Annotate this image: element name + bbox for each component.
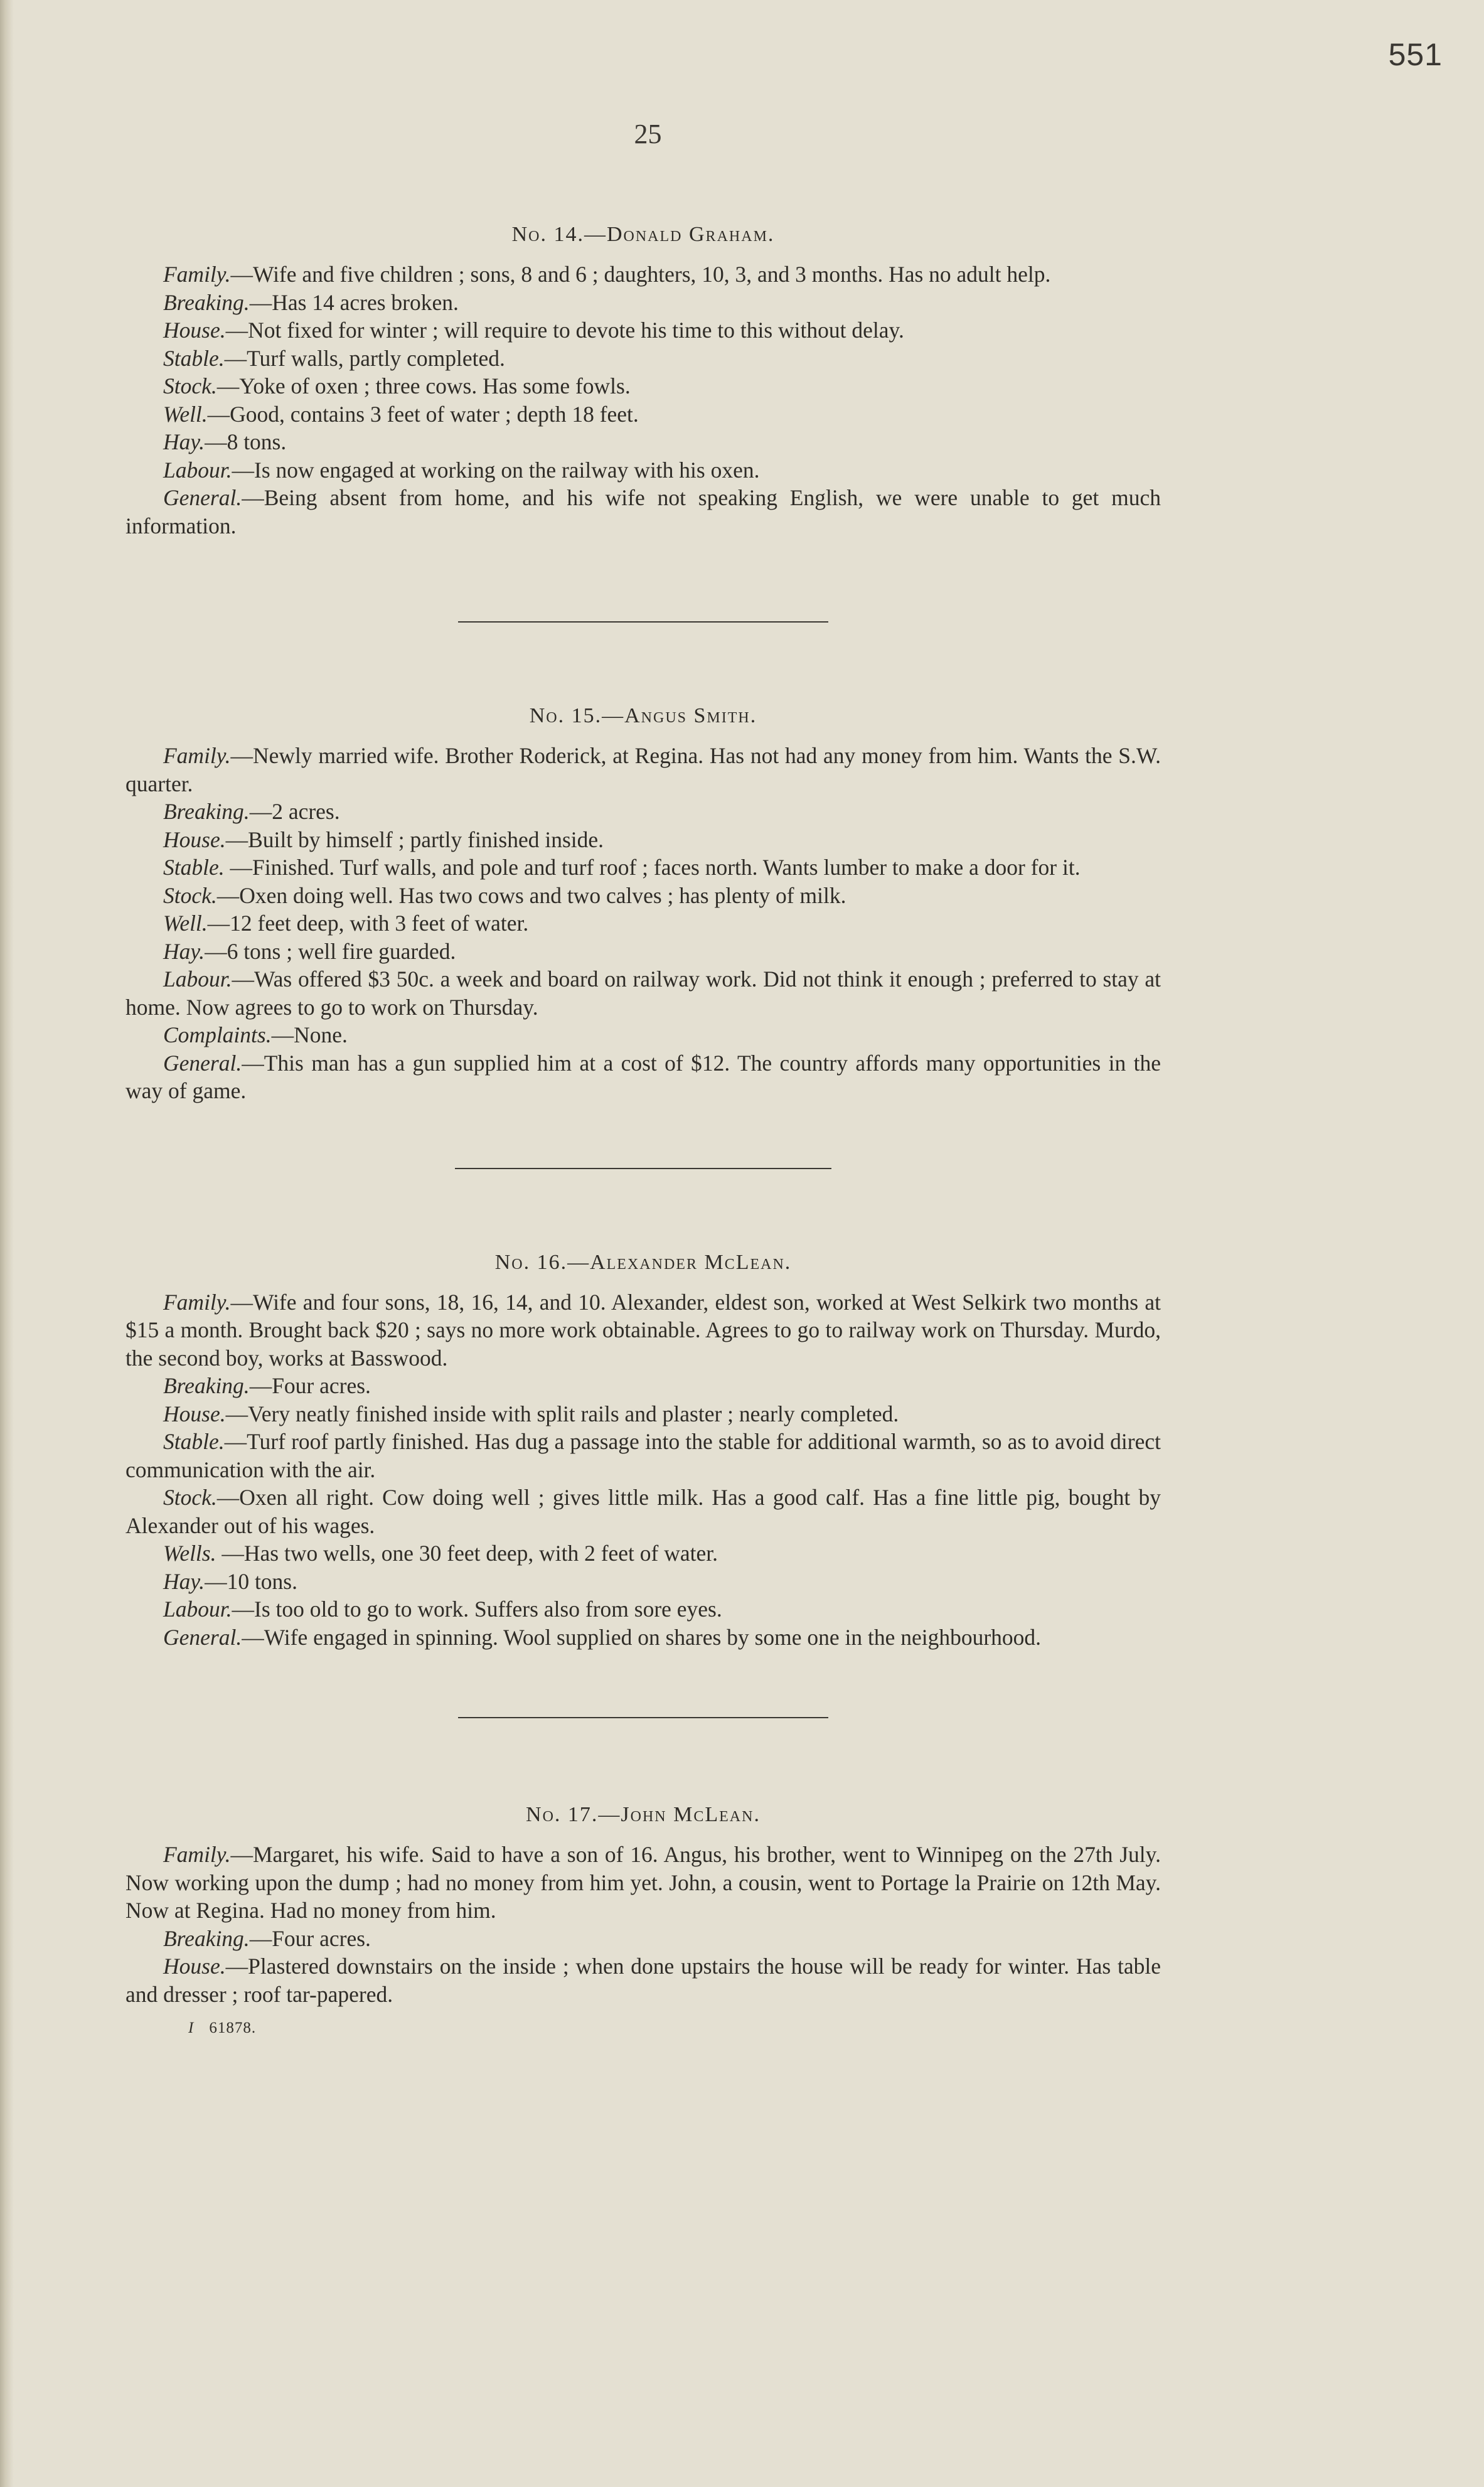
field-text: —Was offered $3 50c. a week and board on railway work. Did not think it enough ; preferred to stay at home. Now agrees to go to work on Thursday. bbox=[125, 966, 1161, 1020]
field-text: —8 tons. bbox=[205, 429, 287, 454]
field-label: Stable. bbox=[163, 1429, 225, 1454]
field-label: Labour. bbox=[163, 1596, 232, 1622]
archive-page-number: 551 bbox=[1388, 37, 1443, 72]
field-text: —2 acres. bbox=[249, 799, 340, 824]
entry-heading: No. 14.—Donald Graham. bbox=[511, 223, 775, 246]
entry-heading: No. 17.—John McLean. bbox=[526, 1803, 761, 1826]
field-text: —Wife and five children ; sons, 8 and 6 ; daughters, 10, 3, and 3 months. Has no adult help. bbox=[230, 262, 1051, 287]
field-label: Stock. bbox=[163, 373, 217, 398]
field-label: Breaking. bbox=[163, 1925, 250, 1951]
field-label: Complaints. bbox=[163, 1022, 272, 1047]
field-text: —12 feet deep, with 3 feet of water. bbox=[207, 911, 529, 936]
entry-paragraph bbox=[125, 1623, 1161, 1652]
field-text: —Is now engaged at working on the railway with his oxen. bbox=[232, 457, 760, 483]
field-text: —Oxen all right. Cow doing well ; gives little milk. Has a good calf. Has a fine little pig, bought by Alexander out of his wages. bbox=[125, 1485, 1161, 1538]
entry-paragraph bbox=[125, 1841, 1161, 1925]
entry-paragraph bbox=[125, 742, 1161, 798]
printer-signature-mark bbox=[188, 2019, 1161, 2037]
field-label: Family. bbox=[163, 262, 231, 287]
field-text: —Margaret, his wife. Said to have a son of 16. Angus, his brother, went to Winnipeg on the 27th July. Now working upon the dump ; had no money from him yet. John, a cousin, went to Portage la Prairie on 12th May. Now at Regina. Had no money from him. bbox=[125, 1842, 1161, 1923]
entry-paragraph bbox=[125, 826, 1161, 854]
entry-paragraph bbox=[125, 456, 1161, 484]
field-label: Hay. bbox=[163, 429, 205, 454]
entry-paragraph bbox=[125, 938, 1161, 966]
field-label: House. bbox=[163, 1954, 226, 1979]
entry-paragraph bbox=[125, 345, 1161, 373]
entry-paragraph bbox=[125, 260, 1161, 289]
field-text: —Built by himself ; partly finished inside. bbox=[225, 826, 604, 852]
section-divider bbox=[458, 1717, 828, 1718]
field-text: —Is too old to go to work. Suffers also from sore eyes. bbox=[232, 1596, 722, 1622]
field-text: —Four acres. bbox=[249, 1925, 371, 1951]
field-label: General. bbox=[163, 485, 242, 510]
field-text: —Not fixed for winter ; will require to devote his time to this without delay. bbox=[225, 318, 904, 343]
field-label: Well. bbox=[163, 911, 208, 936]
field-label: Breaking. bbox=[163, 289, 250, 315]
entry-angus-smith bbox=[125, 704, 1161, 1105]
entry-paragraph bbox=[125, 882, 1161, 910]
field-label: Wells. bbox=[163, 1541, 216, 1566]
entry-john-mclean bbox=[125, 1803, 1161, 2008]
field-label: Labour. bbox=[163, 966, 232, 992]
section-divider bbox=[455, 1168, 831, 1169]
entry-paragraph bbox=[125, 798, 1161, 826]
field-text: —6 tons ; well fire guarded. bbox=[205, 938, 456, 964]
field-label: General. bbox=[163, 1050, 242, 1076]
field-label: Family. bbox=[163, 1842, 231, 1867]
entry-paragraph bbox=[125, 289, 1161, 317]
entry-paragraph bbox=[125, 1428, 1161, 1484]
entry-paragraph bbox=[125, 484, 1161, 540]
entry-alexander-mclean bbox=[125, 1251, 1161, 1652]
field-text: —Being absent from home, and his wife not speaking English, we were unable to get much information. bbox=[125, 485, 1161, 538]
field-label: Stable. bbox=[163, 855, 225, 880]
page-number: 25 bbox=[634, 119, 662, 149]
signature-letter: I bbox=[188, 2019, 195, 2036]
field-label: Breaking. bbox=[163, 1373, 250, 1398]
field-text: —Good, contains 3 feet of water ; depth 18 feet. bbox=[207, 401, 639, 427]
entry-paragraph bbox=[125, 372, 1161, 400]
entry-paragraph bbox=[125, 1049, 1161, 1105]
entry-paragraph bbox=[125, 1952, 1161, 2008]
report-body bbox=[125, 223, 1161, 2037]
field-text: —Wife and four sons, 18, 16, 14, and 10. Alexander, eldest son, worked at West Selkirk two months at $15 a month. Brought back $20 ; says no more work obtainable. Agrees to go to railway work on Thursday. Murdo, the second boy, works at Basswood. bbox=[125, 1289, 1161, 1371]
field-label: Breaking. bbox=[163, 799, 250, 824]
field-text: —Has 14 acres broken. bbox=[249, 289, 459, 315]
field-label: House. bbox=[163, 1401, 226, 1426]
field-text: —None. bbox=[271, 1022, 348, 1047]
field-label: Stock. bbox=[163, 1485, 217, 1510]
entry-paragraph bbox=[125, 1568, 1161, 1596]
page-binding-edge bbox=[0, 0, 14, 2487]
field-text: —Finished. Turf walls, and pole and turf roof ; faces north. Wants lumber to make a door for it. bbox=[224, 855, 1081, 880]
field-text: —Four acres. bbox=[249, 1373, 371, 1398]
field-text: —Wife engaged in spinning. Wool supplied on shares by some one in the neighbourhood. bbox=[242, 1624, 1042, 1650]
field-label: Family. bbox=[163, 1289, 231, 1315]
entry-paragraph bbox=[125, 1539, 1161, 1568]
field-label: House. bbox=[163, 318, 226, 343]
field-label: Stock. bbox=[163, 882, 217, 908]
field-text: —Newly married wife. Brother Roderick, at Regina. Has not had any money from him. Wants the S.W. quarter. bbox=[125, 743, 1161, 796]
field-text: —Turf roof partly finished. Has dug a passage into the stable for additional warmth, so as to avoid direct communication with the air. bbox=[125, 1429, 1161, 1482]
field-label: General. bbox=[163, 1624, 242, 1650]
entry-paragraph bbox=[125, 1372, 1161, 1400]
entry-paragraph bbox=[125, 1925, 1161, 1953]
entry-paragraph bbox=[125, 400, 1161, 429]
entry-donald-graham bbox=[125, 223, 1161, 540]
field-label: Labour. bbox=[163, 457, 232, 483]
field-label: Hay. bbox=[163, 1568, 205, 1594]
entry-paragraph bbox=[125, 1595, 1161, 1623]
field-label: Hay. bbox=[163, 938, 205, 964]
field-text: —Very neatly finished inside with split rails and plaster ; nearly completed. bbox=[225, 1401, 899, 1426]
entry-paragraph bbox=[125, 909, 1161, 938]
field-label: Stable. bbox=[163, 345, 225, 371]
field-label: Family. bbox=[163, 743, 231, 768]
field-text: —Has two wells, one 30 feet deep, with 2 feet of water. bbox=[216, 1541, 718, 1566]
entry-heading: No. 16.—Alexander McLean. bbox=[494, 1250, 792, 1274]
entry-paragraph bbox=[125, 1484, 1161, 1539]
field-text: —Plastered downstairs on the inside ; when done upstairs the house will be ready for winter. Has table and dresser ; roof tar-papered. bbox=[125, 1954, 1161, 2007]
field-label: House. bbox=[163, 826, 226, 852]
section-divider bbox=[458, 621, 828, 623]
signature-number: 61878. bbox=[209, 2019, 257, 2036]
entry-paragraph bbox=[125, 1288, 1161, 1372]
entry-paragraph bbox=[125, 853, 1161, 882]
entry-heading: No. 15.—Angus Smith. bbox=[529, 704, 757, 727]
entry-paragraph bbox=[125, 965, 1161, 1021]
field-text: —Turf walls, partly completed. bbox=[224, 345, 505, 371]
field-text: —Yoke of oxen ; three cows. Has some fowls. bbox=[216, 373, 631, 398]
field-text: —This man has a gun supplied him at a cost of $12. The country affords many opportunities in the way of game. bbox=[125, 1050, 1161, 1103]
entry-paragraph bbox=[125, 316, 1161, 345]
entry-paragraph bbox=[125, 1400, 1161, 1428]
entry-paragraph bbox=[125, 428, 1161, 456]
field-text: —10 tons. bbox=[205, 1568, 297, 1594]
field-text: —Oxen doing well. Has two cows and two calves ; has plenty of milk. bbox=[216, 882, 846, 908]
field-label: Well. bbox=[163, 401, 208, 427]
entry-paragraph bbox=[125, 1021, 1161, 1049]
